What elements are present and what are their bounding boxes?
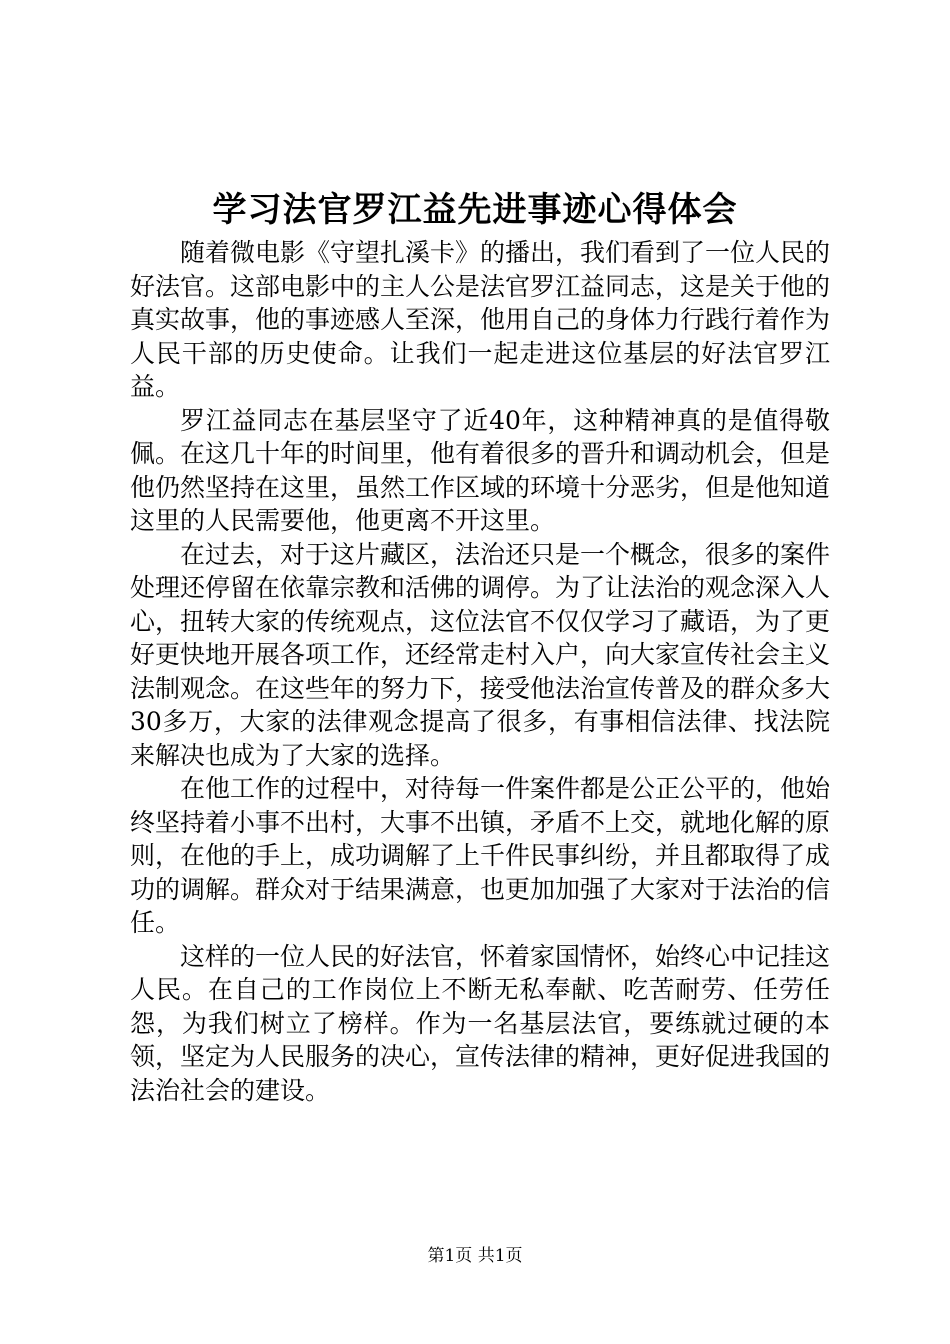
page-footer: 第1页 共1页 xyxy=(427,1246,523,1266)
paragraph-5: 这样的一位人民的好法官，怀着家国情怀，始终心中记挂这人民。在自己的工作岗位上不断无私奉献、吃苦耐劳、任劳任怨，为我们树立了榜样。作为一名基层法官，要练就过硬的本领，坚定为人民服务的决心，宣传法律的精神，更好促进我国的法治社会的建设。 xyxy=(130,941,831,1105)
document-body xyxy=(130,236,830,1107)
paragraph-4: 在他工作的过程中，对待每一件案件都是公正公平的，他始终坚持着小事不出村，大事不出镇，矛盾不上交，就地化解的原则，在他的手上，成功调解了上千件民事纠纷，并且都取得了成功的调解。群众对于结果满意，也更加加强了大家对于法治的信任。 xyxy=(130,774,831,937)
paragraph-3: 在过去，对于这片藏区，法治还只是一个概念，很多的案件处理还停留在依靠宗教和活佛的调停。为了让法治的观念深入人心，扭转大家的传统观点，这位法官不仅仅学习了藏语，为了更好更快地开展各项工作，还经常走村入户，向大家宣传社会主义法制观念。在这些年的努力下，接受他法治宣传普及的群众多大30多万，大家的法律观念提高了很多，有事相信法律、找法院来解决也成为了大家的选择。 xyxy=(130,539,831,770)
paragraph-2: 罗江益同志在基层坚守了近40年，这种精神真的是值得敬佩。在这几十年的时间里，他有着很多的晋升和调动机会，但是他仍然坚持在这里，虽然工作区域的环境十分恶劣，但是他知道这里的人民需要他，他更离不开这里。 xyxy=(130,405,831,535)
document-title: 学习法官罗江益先进事迹心得体会 xyxy=(212,190,738,230)
paragraph-1: 随着微电影《守望扎溪卡》的播出，我们看到了一位人民的好法官。这部电影中的主人公是法官罗江益同志，这是关于他的真实故事，他的事迹感人至深，他用自己的身体力行践行着作为人民干部的历史使命。让我们一起走进这位基层的好法官罗江益。 xyxy=(130,238,831,401)
